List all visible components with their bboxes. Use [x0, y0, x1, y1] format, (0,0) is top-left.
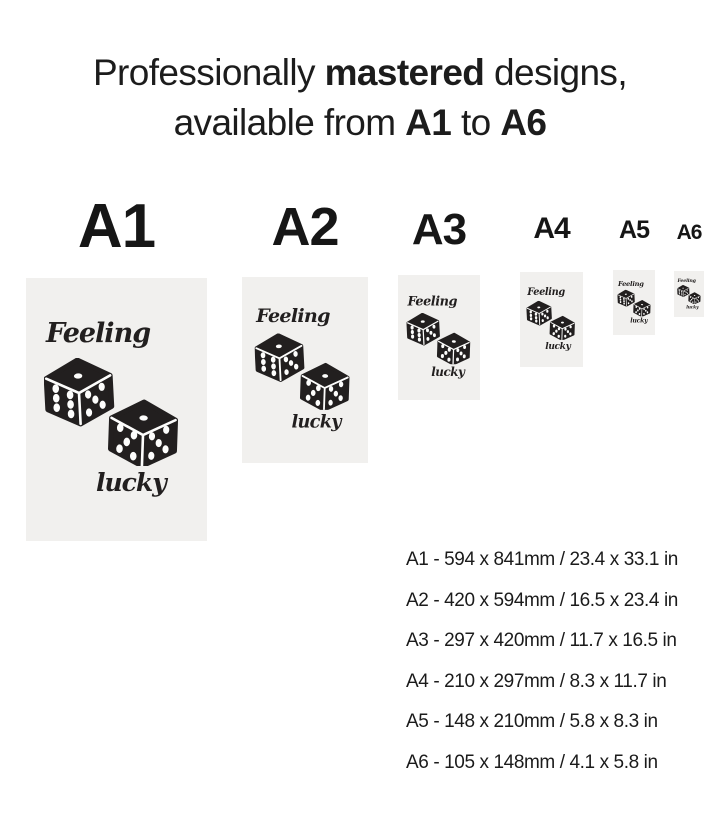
- size-label-a4: A4: [533, 212, 570, 245]
- two-dice-icon: [677, 285, 701, 304]
- two-dice-icon: [526, 301, 575, 340]
- dimension-row-a4: A4 - 210 x 297mm / 8.3 x 11.7 in: [406, 670, 667, 692]
- poster-text-feeling: Feeling: [407, 294, 457, 309]
- die-two-icon: [634, 300, 650, 316]
- size-label-a1: A1: [77, 192, 156, 261]
- two-dice-icon: [617, 290, 651, 317]
- die-two-icon: [689, 293, 701, 304]
- two-dice-icon: [44, 358, 180, 466]
- title-line-2: available from A1 to A6: [173, 102, 547, 143]
- two-dice-icon: [255, 334, 351, 410]
- poster-a2: [242, 277, 368, 463]
- die-two-icon: [110, 401, 176, 466]
- die-two-icon: [438, 333, 469, 364]
- poster-a3: [398, 275, 480, 400]
- dimension-row-a5: A5 - 148 x 210mm / 5.8 x 8.3 in: [406, 711, 658, 732]
- poster-a1: [26, 278, 207, 541]
- poster-text-feeling: Feeling: [617, 279, 644, 288]
- die-one-icon: [45, 358, 112, 425]
- dimension-row-a2: A2 - 420 x 594mm / 16.5 x 23.4 in: [406, 589, 678, 611]
- poster-text-lucky: lucky: [96, 468, 166, 497]
- die-two-icon: [301, 364, 348, 410]
- size-block-a3: [398, 205, 480, 400]
- poster-artwork: [613, 270, 655, 335]
- size-label-a2: A2: [271, 197, 339, 257]
- poster-artwork: [26, 278, 207, 541]
- poster-artwork: [398, 275, 480, 400]
- size-block-a4: [520, 212, 583, 367]
- poster-text-lucky: lucky: [545, 340, 571, 352]
- size-label-a3: A3: [411, 205, 467, 254]
- two-dice-icon: [407, 313, 472, 364]
- die-one-icon: [407, 313, 439, 345]
- die-one-icon: [677, 285, 689, 297]
- die-one-icon: [256, 334, 304, 382]
- size-block-a5: [613, 216, 655, 335]
- die-one-icon: [618, 290, 635, 307]
- dimension-row-a3: A3 - 297 x 420mm / 11.7 x 16.5 in: [406, 630, 677, 651]
- size-label-a5: A5: [619, 216, 649, 244]
- poster-artwork: [242, 277, 368, 463]
- poster-text-feeling: Feeling: [46, 318, 151, 349]
- poster-text-feeling: Feeling: [527, 286, 565, 298]
- poster-text-feeling: Feeling: [677, 278, 696, 284]
- die-one-icon: [527, 301, 551, 325]
- poster-artwork: [520, 272, 583, 367]
- poster-text-lucky: lucky: [291, 411, 341, 432]
- poster-text-feeling: Feeling: [256, 305, 330, 328]
- poster-a5: [613, 270, 655, 335]
- size-label-a6: A6: [676, 221, 702, 244]
- poster-text-lucky: lucky: [686, 304, 699, 310]
- size-block-a2: [242, 197, 368, 463]
- poster-text-lucky: lucky: [431, 365, 465, 380]
- poster-a6: [674, 271, 704, 317]
- title-line-1: Professionally mastered designs,: [92, 52, 628, 93]
- poster-artwork: [674, 271, 704, 317]
- die-two-icon: [550, 316, 574, 339]
- dimension-row-a6: A6 - 105 x 148mm / 4.1 x 5.8 in: [406, 751, 658, 773]
- dimension-row-a1: A1 - 594 x 841mm / 23.4 x 33.1 in: [406, 549, 678, 570]
- size-block-a6: [674, 221, 704, 317]
- page-title: [0, 48, 720, 148]
- size-block-a1: [26, 192, 207, 541]
- dimension-list: [406, 540, 678, 783]
- poster-text-lucky: lucky: [630, 316, 648, 325]
- poster-a4: [520, 272, 583, 367]
